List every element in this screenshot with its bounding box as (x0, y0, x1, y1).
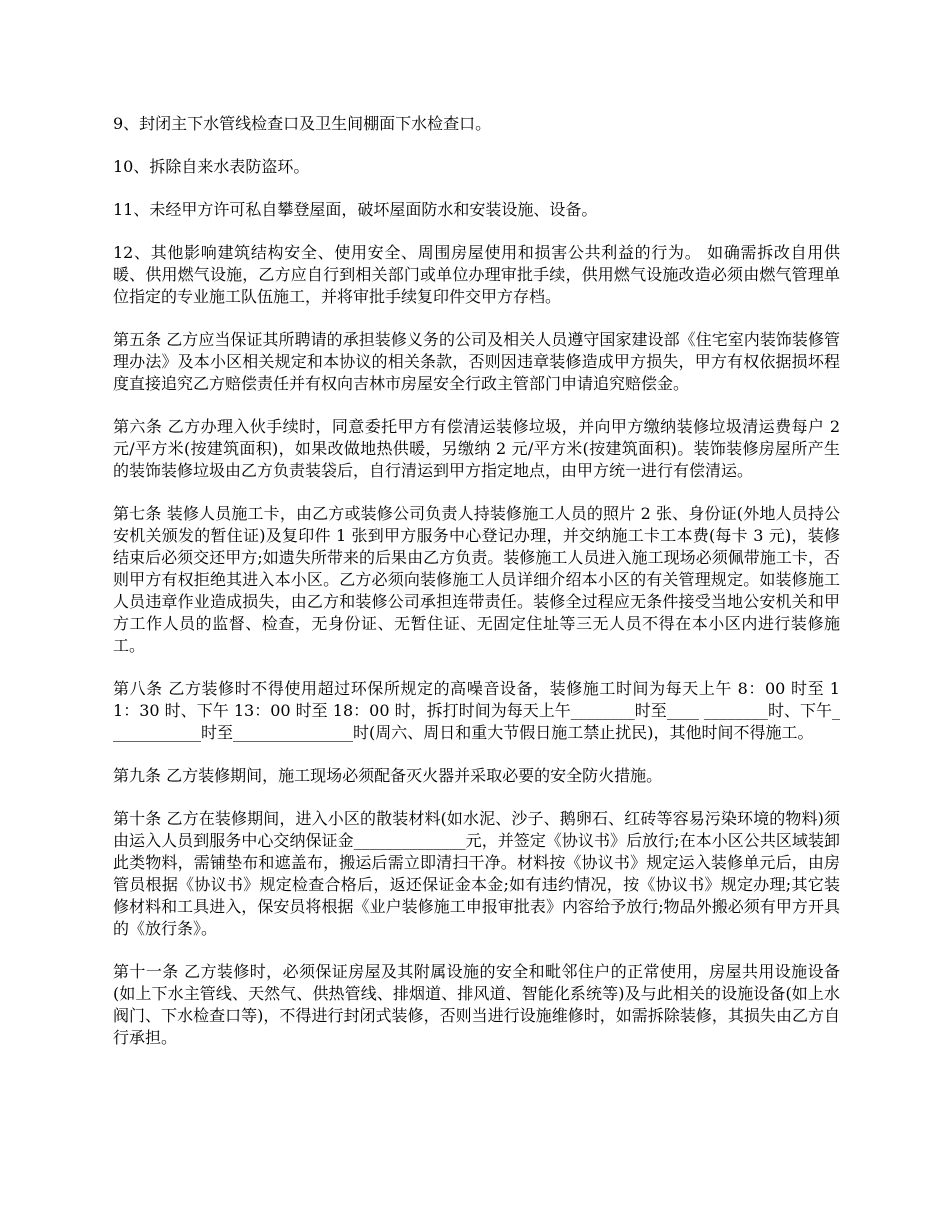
paragraph-article-9: 第九条 乙方装修期间，施工现场必须配备灭火器并采取必要的安全防火措施。 (113, 766, 663, 785)
paragraph-item-9: 9、封闭主下水管线检查口及卫生间棚面下水检查口。 (113, 114, 492, 133)
paragraph-item-10: 10、拆除自来水表防盗环。 (113, 157, 310, 176)
paragraph-article-5: 第五条 乙方应当保证其所聘请的承担装修义务的公司及相关人员遵守国家建设部《住宅室内装饰装修管理办法》及本小区相关规定和本协议的相关条款，否则因违章装修造成甲方损失，甲方有权依据损坏程度直接追究乙方赔偿责任并有权向吉林市房屋安全行政主管部门申请追究赔偿金。 (113, 330, 840, 393)
paragraph-article-7: 第七条 装修人员施工卡，由乙方或装修公司负责人持装修施工人员的照片 2 张、身份证(外地人员持公安机关颁发的暂住证)及复印件 1 张到甲方服务中心登记办理，并交纳施工卡工本费(每卡 3 元)，装修结束后必须交还甲方;如遗失所带来的后果由乙方负责。装修施工人员进入施工现场必须佩带施工卡，否则甲方有权拒绝其进入本小区。乙方必须向装修施工人员详细介绍本小区的有关管理规定。如装修施工人员违章作业造成损失，由乙方和装修公司承担连带责任。装修全过程应无条件接受当地公安机关和甲方工作人员的监督、检查，无身份证、无暂住证、无固定住址等三无人员不得在本小区内进行装修施工。 (113, 504, 840, 655)
paragraph-article-10: 第十条 乙方在装修期间，进入小区的散装材料(如水泥、沙子、鹅卵石、红砖等容易污染环境的物料)须由运入人员到服务中心交纳保证金______________元，并签定《协议书》后放行;在本小区公共区域装卸此类物料，需铺垫布和遮盖布，搬运后需立即清扫干净。材料按《协议书》规定运入装修单元后，由房管员根据《协议书》规定检查合格后，返还保证金本金;如有违约情况，按《协议书》规定办理;其它装修材料和工具进入，保安员将根据《业户装修施工申报审批表》内容给予放行;物品外搬必须有甲方开具的《放行条》。 (113, 809, 840, 938)
document-page (113, 113, 840, 1070)
paragraph-item-12: 12、其他影响建筑结构安全、使用安全、周围房屋使用和损害公共利益的行为。 如确需拆改自用供暖、供用燃气设施，乙方应自行到相关部门或单位办理审批手续，供用燃气设施改造必须由燃气管理单位指定的专业施工队伍施工，并将审批手续复印件交甲方存档。 (113, 243, 840, 306)
paragraph-article-11: 第十一条 乙方装修时，必须保证房屋及其附属设施的安全和毗邻住户的正常使用，房屋共用设施设备(如上下水主管线、天然气、供热管线、排烟道、排风道、智能化系统等)及与此相关的设施设备(如上水阀门、下水检查口等)，不得进行封闭式装修，否则当进行设施维修时，如需拆除装修，其损失由乙方自行承担。 (113, 962, 840, 1047)
paragraph-item-11: 11、未经甲方许可私自攀登屋面，破坏屋面防水和安装设施、设备。 (113, 200, 598, 219)
paragraph-article-6: 第六条 乙方办理入伙手续时，同意委托甲方有偿清运装修垃圾，并向甲方缴纳装修垃圾清运费每户 2 元/平方米(按建筑面积)，如果改做地热供暖，另缴纳 2 元/平方米(按建筑面积)。装饰装修房屋所产生的装饰装修垃圾由乙方负责装袋后，自行清运到甲方指定地点，由甲方统一进行有偿清运。 (113, 417, 840, 480)
paragraph-article-8: 第八条 乙方装修时不得使用超过环保所规定的高噪音设备，装修施工时间为每天上午 8：00 时至 11：30 时、下午 13：00 时至 18：00 时，拆打时间为每天上午________时至____ ________时、下午____________时至_______________时(周六、周日和重大节假日施工禁止扰民)，其他时间不得施工。 (113, 679, 840, 742)
